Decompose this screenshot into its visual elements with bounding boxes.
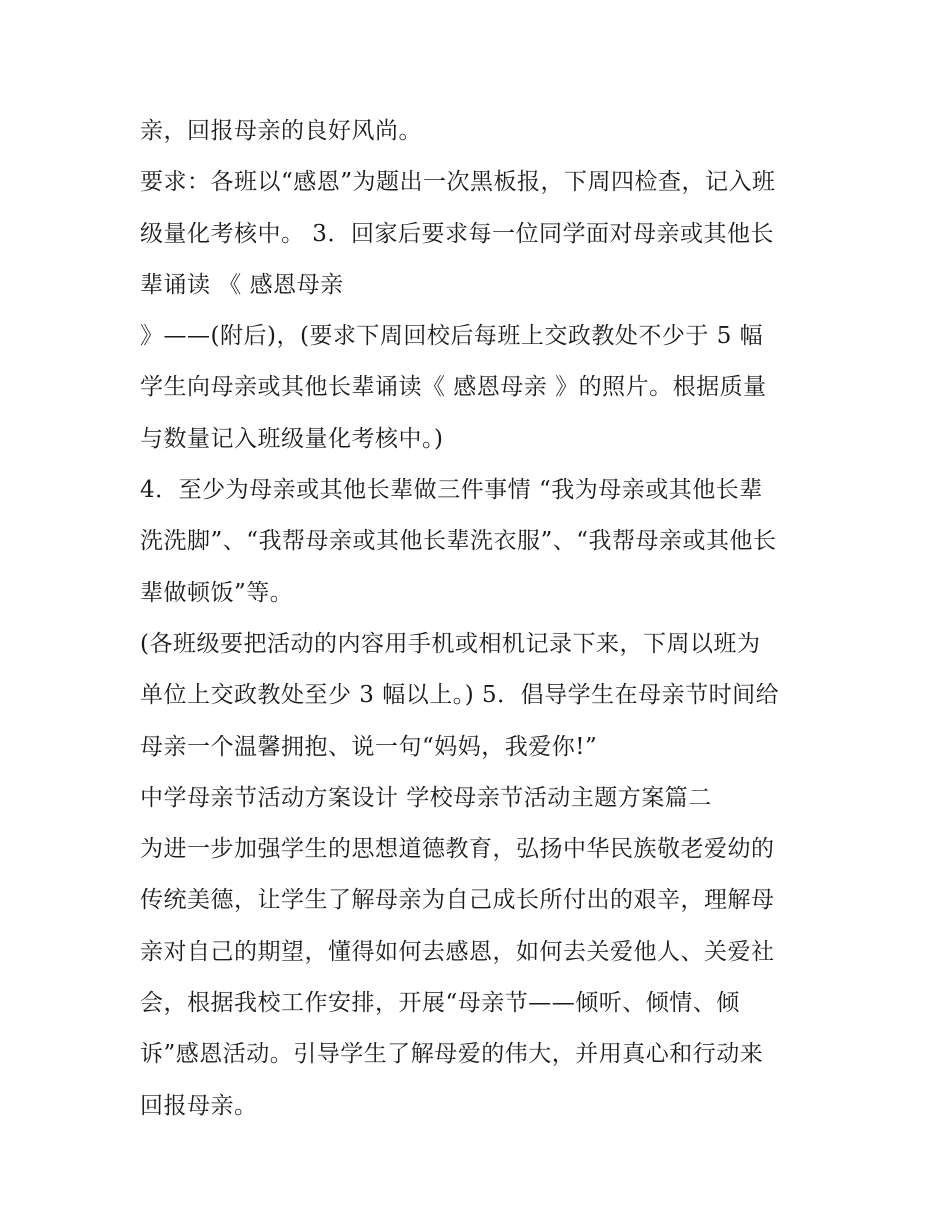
text-line: 要求：各班以“感恩”为题出一次黑板报，下周四检查，记入班 [140, 169, 776, 196]
text-line: 亲对自己的期望，懂得如何去感恩，如何去关爱他人、关爱社 [140, 938, 775, 965]
text-line: 为进一步加强学生的思想道德教育，弘扬中华民族敬老爱幼的 [140, 836, 775, 863]
text-line: 洗洗脚”、“我帮母亲或其他长辈洗衣服”、“我帮母亲或其他长 [140, 528, 777, 555]
text-line: 辈诵读 《 感恩母亲 [140, 271, 344, 298]
text-line: 母亲一个温馨拥抱、说一句“妈妈，我爱你!” [140, 733, 598, 760]
text-line: 诉”感恩活动。引导学生了解母爱的伟大，并用真心和行动来 [140, 1041, 764, 1068]
text-line: (各班级要把活动的内容用手机或相机记录下来，下周以班为 [140, 630, 761, 657]
text-line: 传统美德，让学生了解母亲为自己成长所付出的艰辛，理解母 [140, 887, 775, 914]
text-line: 亲，回报母亲的良好风尚。 [140, 118, 422, 144]
text-line: 单位上交政教处至少 3 幅以上。) 5．倡导学生在母亲节时间给 [140, 682, 780, 709]
text-line: 学生向母亲或其他长辈诵读《 感恩母亲 》的照片。根据质量 [140, 374, 767, 401]
text-line: 级量化考核中。 3．回家后要求每一位同学面对母亲或其他长 [140, 220, 774, 247]
text-line: 》——(附后)，(要求下周回校后每班上交政教处不少于 5 幅 [140, 323, 764, 350]
text-line: 4．至少为母亲或其他长辈做三件事情 “我为母亲或其他长辈 [140, 477, 763, 504]
document-body [140, 106, 840, 1132]
text-line: 辈做顿饭”等。 [140, 579, 294, 606]
section-heading: 中学母亲节活动方案设计 学校母亲节活动主题方案篇二 [140, 784, 712, 811]
text-line: 会，根据我校工作安排，开展“母亲节——倾听、倾情、倾 [140, 990, 740, 1017]
text-line: 回报母亲。 [140, 1092, 258, 1119]
text-line: 与数量记入班级量化考核中。) [140, 425, 444, 452]
